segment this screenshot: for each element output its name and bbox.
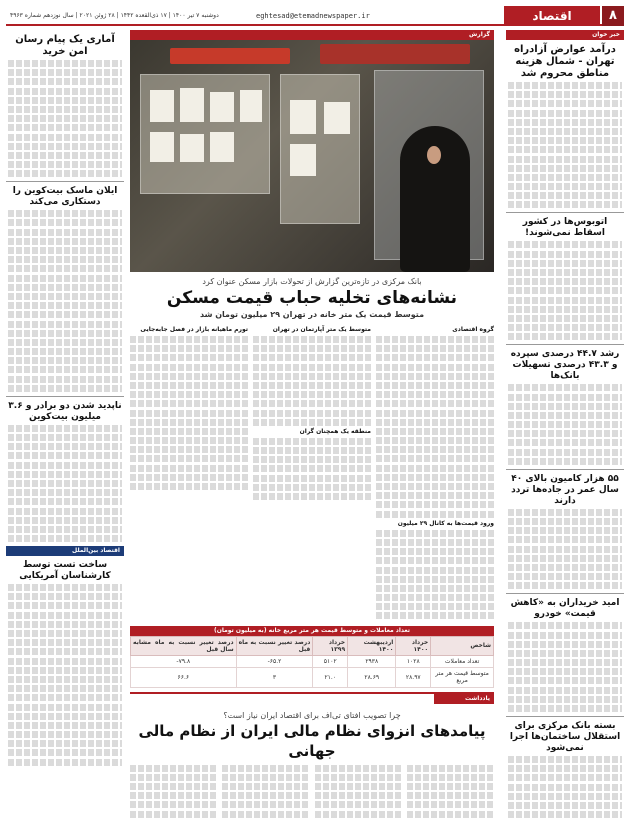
lead-kicker: گزارش [130, 30, 494, 40]
news-brief-body-8 [8, 210, 122, 392]
lower-overline: چرا تصویب افتای تی‌اف برای اقتصاد ایران نیاز است؟ [223, 710, 401, 720]
table-cell: متوسط قیمت هر متر مربع [431, 668, 494, 687]
news-brief-title-2[interactable]: اتوبوس‌ها در کشور اسقاط نمی‌شوند! [522, 217, 608, 239]
price-table-header: خرداد ۱۳۹۹ [313, 636, 348, 655]
divider [6, 181, 124, 182]
story-col-3 [130, 324, 248, 622]
news-brief-body-7 [8, 60, 122, 177]
table-row [131, 668, 494, 687]
news-brief-body-6 [508, 756, 622, 820]
news-brief-title-8[interactable]: ایلان ماسک بیت‌کوین را دستکاری می‌کند [12, 186, 118, 208]
table-cell: ۶۵.۲- [236, 656, 313, 668]
lower-headline[interactable]: پیامدهای انزوای نظام مالی ایران از نظام مالی جهانی [138, 721, 486, 760]
price-table-header: خرداد ۱۴۰۰ [396, 636, 431, 655]
lower-kicker: یادداشت [434, 694, 494, 704]
section-tab[interactable]: اقتصاد [504, 6, 600, 26]
table-cell: ۵۱۰۲ [313, 656, 348, 668]
news-brief-title-7[interactable]: آماری یک پیام رسان امن خرید [15, 34, 115, 57]
left-column [6, 30, 124, 770]
price-table-header: اردیبهشت ۱۴۰۰ [348, 636, 396, 655]
story-col-1 [376, 324, 494, 622]
lead-headline[interactable]: نشانه‌های تخلیه حباب قیمت مسکن [166, 288, 458, 308]
left-kicker: اقتصاد بین‌الملل [6, 546, 124, 556]
date-line: دوشنبه ۷ تیر ۱۴۰۰ | ۱۷ ذی‌القعده ۱۴۴۲ | ۲۸ ژوئن ۲۰۲۱ | سال نوزدهم شماره ۴۹۶۳ [10, 12, 219, 19]
price-table-caption: تعداد معاملات و متوسط قیمت هر متر مربع خانه (به میلیون تومان) [130, 626, 494, 636]
divider [506, 469, 624, 470]
right-kicker: خبر خوان [506, 30, 624, 40]
price-table-header: درصد تغییر نسبت به ماه قبل [236, 636, 313, 655]
news-brief-body-4 [508, 509, 622, 590]
news-brief-title-3[interactable]: رشد ۴۴.۷ درصدی سپرده و ۴۳.۳ درصدی تسهیلات بانک‌ها [510, 349, 620, 382]
table-cell: ۲۱.۰ [313, 668, 348, 687]
story-subhead: ورود قیمت‌ها به کانال ۲۹ میلیون [397, 519, 494, 527]
news-brief-body-10 [8, 584, 122, 766]
price-table [130, 626, 494, 688]
news-brief-body-2 [508, 241, 622, 340]
lead-overline: بانک مرکزی در تازه‌ترین گزارش از تحولات بازار مسکن عنوان کرد [202, 277, 422, 286]
story-subhead: گروه اقتصادی [452, 326, 494, 333]
story-subhead: تورم ماهیانه بازار در فصل جابه‌جایی [140, 326, 248, 333]
table-cell: ۲۹۳۸ [348, 656, 396, 668]
lower-story-columns [130, 765, 494, 820]
divider [6, 396, 124, 397]
table-row [131, 656, 494, 668]
page-number: ۸ [602, 6, 624, 26]
news-brief-title-5[interactable]: امید خریداران به «کاهش قیمت» خودرو [510, 598, 620, 620]
news-brief-title-9[interactable]: ناپدید شدن دو برادر و ۳.۶ میلیون بیت‌کوین [8, 400, 122, 422]
divider [506, 716, 624, 717]
divider [506, 212, 624, 213]
lead-story-columns [130, 324, 494, 622]
table-cell: ۲۸.۶۹ [348, 668, 396, 687]
news-brief-body-5 [508, 622, 622, 712]
table-cell: تعداد معاملات [431, 656, 494, 668]
price-table-header: درصد تغییر نسبت به ماه مشابه سال قبل [131, 636, 237, 655]
divider [506, 593, 624, 594]
price-table-header-row [131, 636, 494, 655]
story-subhead: منطقه یک همچنان گران [299, 427, 371, 435]
story-subhead: متوسط یک متر آپارتمان در تهران [272, 326, 371, 333]
table-cell: ۳ [236, 668, 313, 687]
divider [506, 344, 624, 345]
site-url[interactable]: eghtesad@etemadnewspaper.ir [256, 12, 370, 20]
news-brief-title-6[interactable]: بسته بانک مرکزی برای استقلال ساختمان‌ها اجرا نمی‌شود [509, 721, 621, 753]
news-brief-title-4[interactable]: ۵۵ هزار کامیون بالای ۴۰ سال عمر در جاده‌ها تردد دارند [511, 473, 619, 506]
price-table-header: شاخص [431, 636, 494, 655]
news-brief-body-3 [508, 384, 622, 465]
news-brief-body-1 [508, 82, 622, 208]
table-cell: ۲۸.۹۷ [396, 668, 431, 687]
news-brief-title-1[interactable]: درآمد عوارض آزادراه تهران - شمال هزینه مناطق محروم شد [514, 44, 616, 79]
table-cell: ۶۶.۶ [131, 668, 237, 687]
masthead-band [6, 6, 624, 26]
lead-deck: متوسط قیمت یک متر خانه در تهران ۲۹ میلیون تومان شد [199, 310, 425, 319]
lead-story [130, 30, 494, 820]
news-brief-body-9 [8, 425, 122, 542]
news-brief-title-10[interactable]: ساخت تست توسط کارشناسان آمریکایی [19, 560, 111, 582]
table-cell: ۷۹.۸- [131, 656, 237, 668]
right-column [506, 30, 624, 820]
lead-photo [130, 40, 494, 272]
table-cell: ۱۰۲۸ [396, 656, 431, 668]
story-col-2 [253, 324, 371, 622]
